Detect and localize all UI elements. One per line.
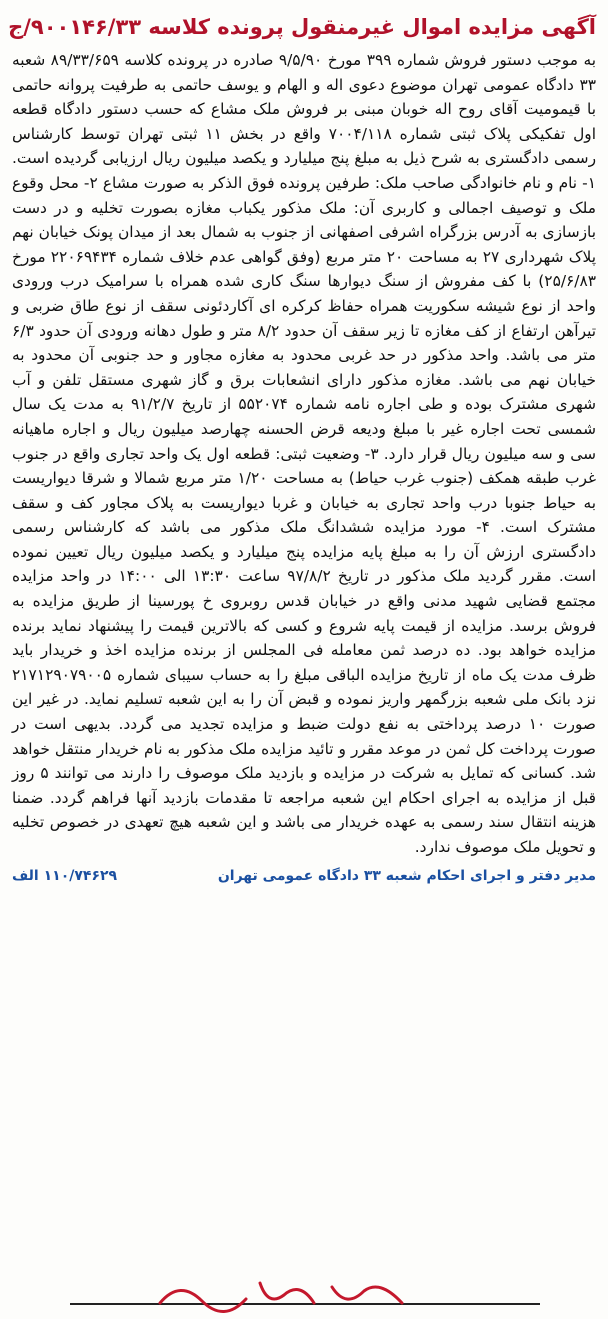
signature-line: مدیر دفتر و اجرای احکام شعبه ۳۳ دادگاه عمومی تهران [217, 867, 596, 884]
notice-code: ۱۱۰/۷۴۶۲۹ الف [12, 867, 118, 884]
handwriting-stroke [160, 1283, 402, 1312]
notice-body: به موجب دستور فروش شماره ۳۹۹ مورخ ۹/۵/۹۰ صادره در پرونده کلاسه ۸۹/۳۳/۶۵۹ شعبه ۳۳ دادگاه عمومی تهران موضوع دعوی اله و الهام و یوسف حاتمی به طرفیت پروانه حاتمی با قیمومیت آقای روح اله خوبان مبنی بر فروش ملک مشاع که حسب دستور دادگاه قطعه اول تفکیکی پلاک ثبتی شماره ۷۰۰۴/۱۱۸ واقع در بخش ۱۱ ثبتی تهران توسط کارشناس رسمی دادگستری به شرح ذیل به مبلغ پنج میلیارد و یکصد میلیون ریال ارزیابی گردیده است. ۱- نام و نام خانوادگی صاحب ملک: طرفین پرونده فوق الذکر به صورت مشاع ۲- محل وقوع ملک و توصیف اجمالی و کاربری آن: ملک مذکور یکباب مغازه بصورت تخلیه و در دست بازسازی به آدرس بزرگراه اشرفی اصفهانی از جنوب به شمال بعد از میدان پونک خیابان نهم پلاک شهرداری ۲۷ به مساحت ۲۰ متر مربع (وفق گواهی عدم خلاف شماره ۲۲۰۶۹۴۳۴ مورخ ۲۵/۶/۸۳) با کف مفروش از سنگ دیوارها سنگ کاری شده همراه با سرامیک درب ورودی واحد از نوع شیشه سکوریت همراه حفاظ کرکره ای آکاردئونی سقف از نوع طاق ضربی و تیرآهن ارتفاع از کف مغازه تا زیر سقف آن حدود ۸/۲ متر و طول دهانه ورودی آن حدود ۶/۳ متر می باشد. واحد مذکور در حد غربی محدود به مغازه مجاور و حد جنوبی آن محدود به خیابان نهم می باشد. مغازه مذکور دارای انشعابات برق و گاز شهری مستقل تلفن و آب شهری مشترک بوده و طی اجاره نامه شماره ۵۵۲۰۷۴ از تاریخ ۹۱/۲/۷ به مدت یک سال شمسی تحت اجاره غیر با مبلغ ودیعه قرض الحسنه چهارصد میلیون ریال و اجاره ماهیانه سی و سه میلیون ریال قرار دارد. ۳- وضعیت ثبتی: قطعه اول یک واحد تجاری واقع در جنوب غرب طبقه همکف (جنوب غرب حیاط) به مساحت ۱/۲۰ متر مربع شمالا و شرقا دیواریست به حیاط جنوبا درب واحد تجاری به خیابان و غربا دیواریست به پلاک مجاور کف و سقف مشترک است. ۴- مورد مزایده ششدانگ ملک مذکور می باشد که کارشناس رسمی دادگستری ارزش آن را به مبلغ پایه مزایده پنج میلیارد و یکصد میلیون ریال تعیین نموده است. مقرر گردید ملک مذکور در تاریخ ۹۷/۸/۲ ساعت ۱۳:۳۰ الی ۱۴:۰۰ در واحد مزایده مجتمع قضایی شهید مدنی واقع در خیابان قدس روبروی خ پورسینا از طریق مزایده به فروش برسد. مزایده از قیمت پایه شروع و کسی که بالاترین قیمت را پیشنهاد نماید برنده مزایده خواهد بود. ده درصد ثمن معامله فی المجلس از برنده مزایده اخذ و خریدار باید ظرف مدت یک ماه از تاریخ مزایده الباقی مبلغ را به حساب سیبای شماره ۲۱۷۱۲۹۰۷۹۰۰۵ نزد بانک ملی شعبه بزرگمهر واریز نموده و قبض آن را به این شعبه تسلیم نماید. در غیر این صورت ۱۰ درصد پرداختی به نفع دولت ضبط و مزایده تجدید می گردد. بدیهی است در صورت پرداخت کل ثمن در موعد مقرر و تائید مزایده ملک مذکور به نام خریدار منتقل خواهد شد. کسانی که تمایل به شرکت در مزایده و بازدید ملک موصوف را دارند می توانند ۵ روز قبل از مزایده به اجرای احکام این شعبه مراجعه تا مقدمات بازدید آنها فراهم گردد. ضمنا هزینه انتقال سند رسمی به عهده خریدار می باشد و این شعبه هیچ تعهدی در خصوص تخلیه و تحویل ملک موصوف ندارد. [12, 51, 597, 856]
notice-footer [12, 868, 596, 884]
handwritten-mark [150, 1273, 430, 1315]
notice-title: آگهی مزایده اموال غیرمنقول پرونده کلاسه ۹۰۰۱۴۶/۳۳/ج [8, 15, 596, 39]
